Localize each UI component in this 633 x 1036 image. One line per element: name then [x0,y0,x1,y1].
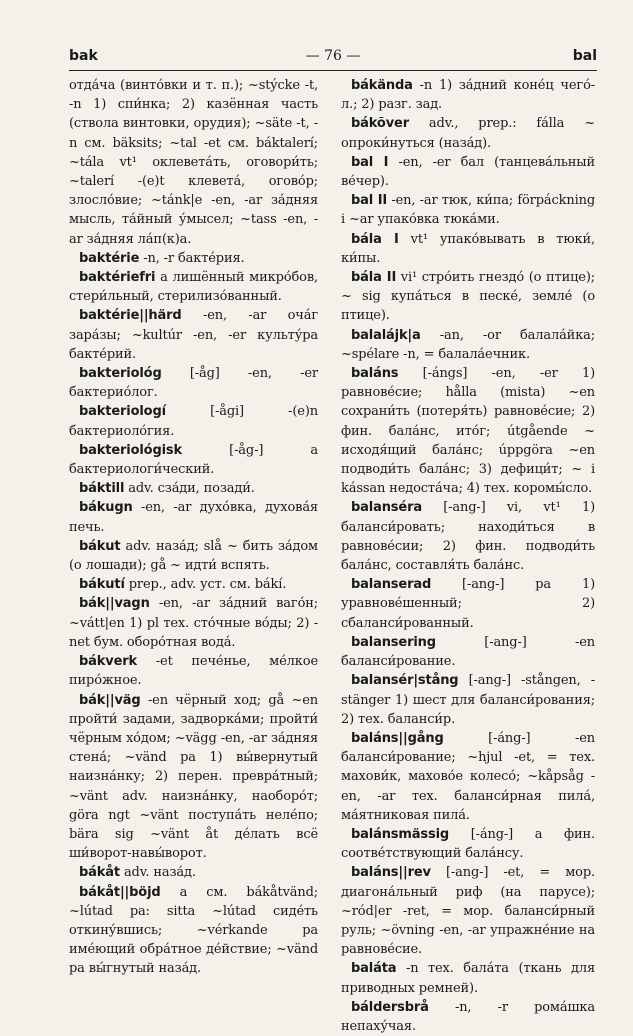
left-entry: baktérie||härd -en, -ar оча́г зара́зы; ~kultúr -en, -er культу́ра бакте́рий. [69,308,318,362]
left-entry: báktill adv. сза́ди, позади́. [79,481,255,497]
right-entry: bal I -en, -er бал (танцева́льный ве́чер). [341,154,595,190]
headword: bakteriologí [79,404,166,420]
headword: baktérie [79,250,140,266]
right-entry: balánsmässig [-áng-] a фин. соотве́тствующий бала́нсу. [341,826,595,862]
left-entry: bakteriologí [-ågi] -(e)n бактериоло́гия. [69,404,318,439]
headword: báldersbrå [351,999,429,1015]
right-column [341,76,595,1036]
headword: bal I [351,154,389,170]
right-entry: báldersbrå -n, -r рома́шка непаху́чая. [341,999,595,1034]
right-entry: bákända -n 1) за́дний коне́ц чего́-л.; 2) разг. зад. [341,78,595,113]
headword: bála II [351,270,397,286]
right-entry: balanséra [-ang-] vi, vt¹ 1) баланси́ровать; находи́ться в равнове́сии; 2) фин. подводи́ть бала́нс, составля́ть бала́нс. [341,500,595,574]
headword: báktill [79,481,125,497]
headword: bal II [351,193,388,209]
left-entry: bákut adv. наза́д; slå ~ бить за́дом (о лошади); gå ~ идти́ вспять. [69,538,318,574]
left-entry: bákverk -et пече́нье, ме́лкое пиро́жное. [69,654,318,689]
left-entry: baktériefri a лишённый микро́бов, стери́льный, стерилизо́ванный. [69,270,318,305]
headword: bákutí [79,577,125,593]
page-header [69,48,597,70]
left-entry: bák||vagn -en, -ar за́дний ваго́н; ~vátt|en 1) pl тех. сто́чные во́ды; 2) -net бум. оборо́тная вода́. [69,596,318,650]
headword: bákåt||böjd [79,884,161,900]
right-entry: bákõver adv., prep.: fálla ~ опроки́нуться (наза́д). [341,116,595,151]
right-entry: balansér|stång [-ang-] -stången, -stänger 1) шест для баланси́рования; 2) тех. баланси́р. [341,673,595,727]
left-entry: bákutí prep., adv. уст. см. bákí. [79,577,287,593]
header-left-guideword: bak [69,48,98,64]
left-column [69,76,318,979]
headword: baláns||gång [351,730,444,746]
right-entry: baláns||gång [-áng-] -en баланси́рование; ~hjul -et, = тех. махови́к, махово́е колесо́; ~kåpsåg -en, -ar тех. баланси́рная пила́, ма́ятниковая пила́. [341,730,595,823]
headword: baláns [351,366,399,382]
headword: baláta [351,961,397,977]
headword: bákända [351,78,413,93]
right-entry: baláns||rev [-ang-] -et, = мор. диагона́льный риф (на парусе); ~ród|er -ret, = мор. баланси́рный руль; ~övning -en, -ar упражне́ние на равнове́сие. [341,865,595,958]
headword: baláns||rev [351,865,431,881]
headword: balansér|stång [351,673,459,689]
headword: balanséra [351,500,422,516]
left-entry: bákåt adv. наза́д. [79,865,196,881]
left-entry: bákåt||böjd a см. bákåtvänd; ~lútad pa: sitta ~lútad сиде́ть откину́вшись; ~vérkande pa име́ющий обра́тное де́йствие; ~vänd pa вы́гнутый наза́д. [69,884,318,977]
left-entry: bakteriológ [-åg] -en, -er бактерио́лог. [69,366,318,401]
left-entry: bakteriológisk [-åg-] a бактериологи́ческий. [69,442,318,478]
right-entry: baláns [-ángs] -en, -er 1) равнове́сие; hålla (mista) ~en сохрани́ть (потеря́ть) равнове́сие; 2) фин. бала́нс, ито́г; útgående ~ исходя́щий бала́нс; úppgöra ~en подводи́ть бала́нс; 3) дефици́т; ~ i kássan недоста́ча; 4) тех. коромы́сло. [341,366,595,497]
headword: bákverk [79,654,138,670]
headword: bák||vagn [79,596,150,612]
right-entry: bála I vt¹ упако́вывать в тюки́, ки́пы. [341,231,595,266]
headword: bakteriológ [79,366,162,382]
headword: balansering [351,634,436,650]
right-entry: balanserad [-ang-] pa 1) уравнове́шенный; 2) сбаланси́рованный. [341,577,595,631]
left-entry: отда́ча (винто́вки и т. п.); ~stýcke -t, -n 1) спи́нка; 2) казённая часть (ствола винтовки, орудия); ~säte -t, -n см. bäksits; ~tal -et см. báktalerí; ~tála vt¹ оклевета́ть, оговори́ть; ~talerí -(e)t клевета́, огово́р; злосло́вие; ~tánk|e -en, -ar за́дняя мысль, та́йный у́мысел; ~tass -en, -ar за́дняя ла́п(к)а. [69,78,318,247]
headword: balanserad [351,577,432,593]
right-entry: bal II -en, -ar тюк, ки́па; förpáckning i ~ar упако́вка тюка́ми. [341,193,595,228]
headword: balaláјk|a [351,327,421,343]
headword: bála I [351,231,399,247]
headword: bákåt [79,865,120,881]
header-right-guideword: bal [572,48,597,64]
left-entry: bák||väg -en чёрный ход; gå ~en пройти́ задами, задворка́ми; пройти́ чёрным хо́дом; ~vägg -en, -ar за́дняя стена́; ~vänd pa 1) вы́вернутый наизна́нку; 2) перен. превра́тный; ~vänt adv. наизна́нку, наоборо́т; göra ngt ~vänt поступа́ть неле́по; bära sig ~vänt åt де́лать всё ши́ворот-навы́ворот. [69,692,318,862]
header-rule [69,70,597,71]
headword: bákugn [79,500,133,516]
headword: bák||väg [79,692,141,708]
headword: baktériefri [79,270,156,286]
headword: baktérie||härd [79,308,182,324]
right-entry: bála II vi¹ стро́ить гнездо́ (о птице); ~ sig купа́ться в песке́, земле́ (о птице). [341,270,595,324]
right-entry: balaláјk|a -an, -or балала́йка; ~spélare -n, = балала́ечник. [341,327,595,362]
headword: bákõver [351,116,409,132]
left-entry: baktérie -n, -r бакте́рия. [79,250,245,266]
right-entry: baláta -n тех. бала́та (ткань для приводных ремней). [341,961,595,996]
headword: bakteriológisk [79,442,182,458]
left-entry: bákugn -en, -ar духо́вка, духова́я печь. [69,500,318,535]
headword: balánsmässig [351,826,450,842]
headword: bákut [79,538,121,554]
page-number: — 76 — [305,48,361,64]
right-entry: balansering [-ang-] -en баланси́рование. [341,634,595,670]
